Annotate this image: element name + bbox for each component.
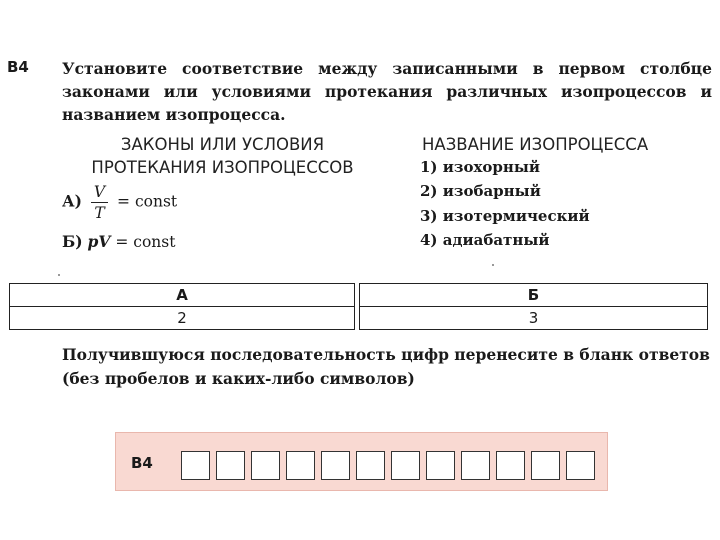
answer-cell[interactable]	[531, 451, 560, 480]
question-number: В4	[7, 58, 29, 76]
option-3: 3) изотермический	[420, 207, 590, 225]
formula-a-label: А)	[62, 191, 82, 211]
option-4: 4) адиабатный	[420, 231, 550, 249]
answer-cell[interactable]	[391, 451, 420, 480]
left-header-line1: ЗАКОНЫ ИЛИ УСЛОВИЯ	[120, 135, 325, 154]
answer-cells	[181, 451, 595, 480]
table-answer-a[interactable]: 2	[10, 307, 355, 330]
fraction-numerator: V	[91, 182, 108, 203]
answer-cell[interactable]	[216, 451, 245, 480]
answer-cell[interactable]	[251, 451, 280, 480]
answer-form-label: В4	[131, 454, 153, 472]
option-2: 2) изобарный	[420, 182, 541, 200]
formula-b	[62, 232, 175, 251]
formula-b-expr: pV	[87, 232, 111, 251]
answer-form	[115, 432, 608, 491]
scan-dot	[58, 274, 60, 276]
fraction-denominator: T	[94, 204, 105, 222]
instruction-text: Получившуюся последовательность цифр перенесите в бланк ответов (без пробелов и каких-либо символов)	[62, 345, 710, 388]
answer-cell[interactable]	[181, 451, 210, 480]
answer-table	[9, 283, 708, 330]
task-text: Установите соответствие между записанными в первом столбце законами или условиями протекания различных изопроцессов и названием изопроцесса.	[62, 59, 712, 124]
fraction-v-over-t	[91, 182, 108, 223]
answer-cell[interactable]	[461, 451, 490, 480]
formula-a	[62, 182, 177, 223]
left-column-header	[55, 133, 390, 179]
answer-cell[interactable]	[566, 451, 595, 480]
scan-dot	[492, 264, 494, 266]
table-answer-b[interactable]: 3	[360, 307, 708, 330]
table-header-a: А	[10, 284, 355, 307]
option-1: 1) изохорный	[420, 158, 541, 176]
answer-cell[interactable]	[426, 451, 455, 480]
formula-a-tail: = const	[117, 192, 178, 211]
answer-cell[interactable]	[321, 451, 350, 480]
answer-cell[interactable]	[286, 451, 315, 480]
right-column-header: НАЗВАНИЕ ИЗОПРОЦЕССА	[422, 135, 649, 154]
formula-b-tail: = const	[115, 233, 176, 251]
table-header-b: Б	[360, 284, 708, 307]
answer-cell[interactable]	[356, 451, 385, 480]
answer-cell[interactable]	[496, 451, 525, 480]
formula-b-label: Б)	[62, 232, 83, 251]
left-header-line2: ПРОТЕКАНИЯ ИЗОПРОЦЕССОВ	[91, 158, 354, 177]
